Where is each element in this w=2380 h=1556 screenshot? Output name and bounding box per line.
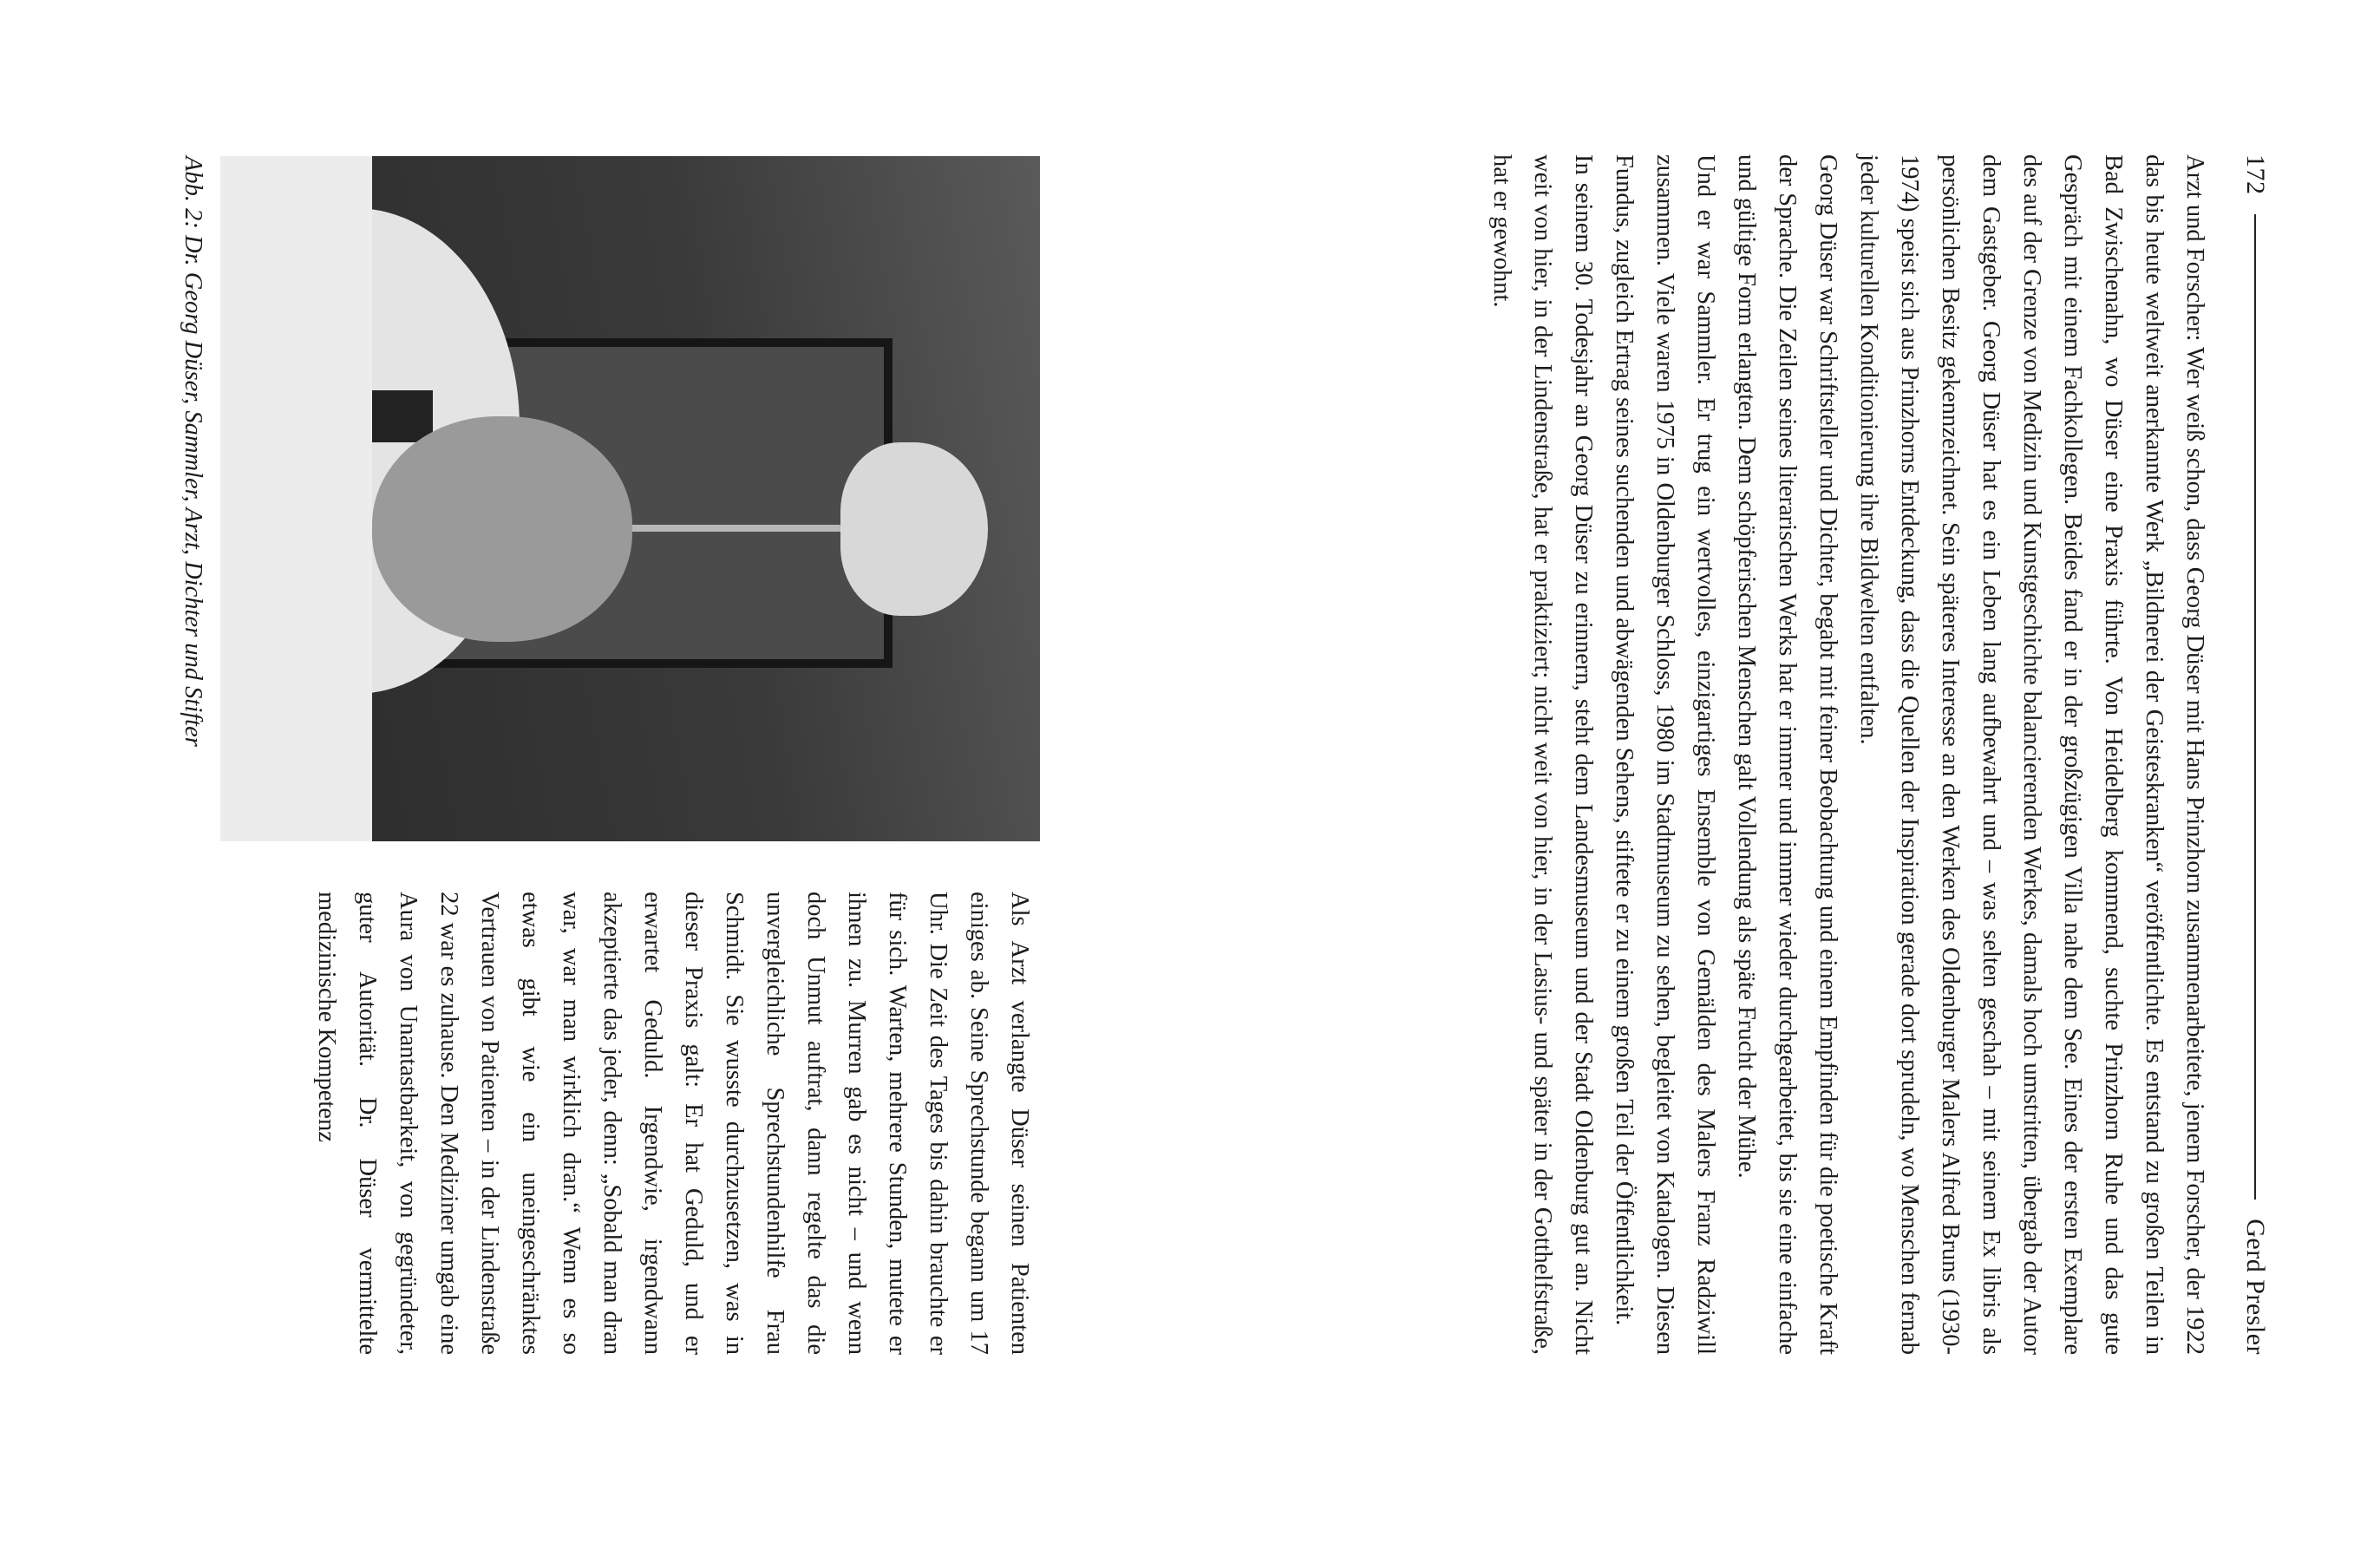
paragraph: In seinem 30. Todesjahr an Georg Düser zu erinnern, steht dem Landesmuseum und der Stadt Oldenburg gut an. Nicht weit von hier, in der Lindenstraße, hat er praktiziert; nicht weit von hier, in der Lasius- und später in der Gotthelfstraße, hat er gewohnt. bbox=[1488, 154, 1597, 1355]
paragraph: Und er war Sammler. Er trug ein wertvolles, einzigartiges Ensemble von Gemälden des Malers Franz Radziwill zusammen. Viele waren 1975 in Oldenburger Schloss, 1980 im Stadtmuseum zu sehen, begleitet von Katalogen. Diesen Fundus, zugleich Ertrag seines suchenden und abwägenden Sehens, stiftete er zu einem großen Teil der Öffentlichkeit. bbox=[1611, 154, 1719, 1355]
person-head bbox=[372, 416, 632, 642]
running-header bbox=[2229, 154, 2281, 1355]
right-text-column bbox=[306, 892, 1040, 1355]
figure-caption: Abb. 2: Dr. Georg Düser, Sammler, Arzt, Dichter und Stifter bbox=[180, 156, 206, 747]
portrait-photo bbox=[220, 156, 1040, 841]
flower-stem bbox=[606, 525, 866, 532]
flower bbox=[840, 442, 988, 616]
full-width-text-block bbox=[1481, 154, 2215, 1355]
paragraph: Als Arzt verlangte Düser seinen Patienten einiges ab. Seine Sprechstunde begann um 17 Uhr. Die Zeit des Tages bis dahin brauchte er für sich. Warten, mehrere Stunden, mutete er ihnen zu. Murren gab es nicht – und wenn doch Unmut auftrat, dann regelte das die unvergleichliche Sprechstundenhilfe Frau Schmidt. Sie wusste durchzusetzen, was in dieser Praxis galt: Er hat Geduld, und er erwartet Geduld. Irgendwie, irgendwann akzeptierte das jeder, denn: „Sobald man dran war, war man wirklich dran.“ Wenn es so etwas gibt wie ein uneingeschränktes Vertrauen von Patienten – in der Lindenstraße 22 war es zuhause. Den Mediziner umgab eine Aura von Unantastbarkeit, von gegründeter, guter Autorität. Dr. Düser vermittelte medizinische Kompetenz bbox=[313, 892, 1033, 1355]
table bbox=[220, 156, 372, 841]
paragraph: Arzt und Forscher: Wer weiß schon, dass Georg Düser mit Hans Prinzhorn zusammenarbeitete, jenem Forscher, der 1922 das bis heute weltweit anerkannte Werk „Bildnerei der Geisteskranken“ veröffentlichte. Es entstand zu großen Teilen in Bad Zwischenahn, wo Düser eine Praxis führte. Von Heidelberg kommend, suchte Prinzhorn Ruhe und das gute Gespräch mit einem Fachkollegen. Beides fand er in der großzügigen Villa nahe dem See. Eines der ersten Exemplare des auf der Grenze von Medizin und Kunstgeschichte balancierenden Werkes, damals hoch umstritten, übergab der Autor dem Gastgeber. Georg Düser hat es ein Leben lang aufbewahrt und – was selten geschah – mit seinem Ex libris als persönlichen Besitz gekennzeichnet. Sein späteres Interesse an den Werken des Oldenburger Malers Alfred Bruns (1930-1974) speist sich aus Prinzhorns Entdeckung, dass die Quellen der Inspiration gerade dort sprudeln, wo Menschen fernab jeder kulturellen Konditionierung ihre Bildwelten entfalten. bbox=[1855, 154, 2208, 1356]
paragraph: Georg Düser war Schriftsteller und Dichter, begabt mit feiner Beobachtung und einem Empfinden für die poetische Kraft der Sprache. Die Zeilen seines literarischen Werks hat er immer und immer wieder durchgearbeitet, bis sie eine einfache und gültige Form erlangten. Dem schöpferischen Menschen galt Vollendung als späte Frucht der Mühe. bbox=[1733, 154, 1841, 1355]
running-head-author: Gerd Presler bbox=[2241, 1219, 2270, 1355]
header-rule bbox=[2254, 214, 2256, 1200]
page-number: 172 bbox=[2241, 154, 2270, 195]
